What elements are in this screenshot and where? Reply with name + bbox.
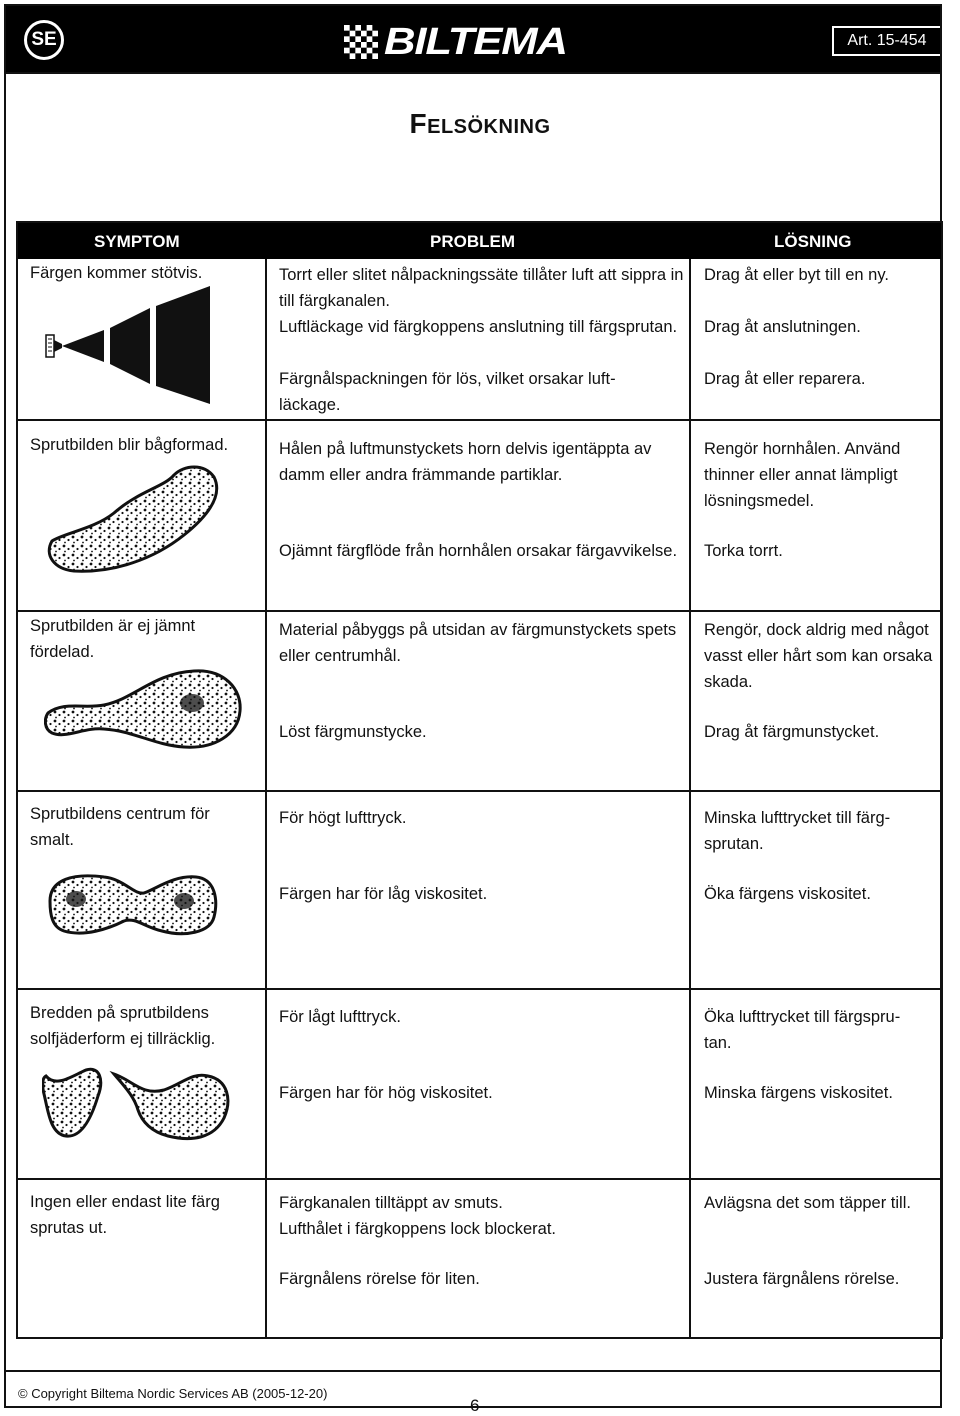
problem-text: För lågt lufttryck. (279, 1008, 401, 1026)
row-divider (18, 1178, 941, 1180)
solution-text: Justera färgnålens rörelse. (704, 1270, 900, 1288)
problem-text: Luftläckage vid färgkoppens anslutning till färgsprutan. (279, 318, 678, 336)
solution-text: Drag åt eller reparera. (704, 370, 866, 388)
symptom-text: Färgen kommer stötvis. (30, 264, 203, 282)
solution-text: Öka lufttrycket till färgspru-tan. (704, 1008, 901, 1052)
troubleshooting-table (16, 221, 943, 1339)
footer-divider (4, 1370, 942, 1372)
symptom-text: Sprutbilden blir bågformad. (30, 436, 229, 454)
page-title: Felsökning (409, 108, 551, 139)
problem-text: Färgnålspackningen för lös, vilket orsakar luft-läckage. (279, 370, 616, 414)
row-divider (18, 610, 941, 612)
problem-text: Löst färgmunstycke. (279, 723, 427, 741)
problem-text: Hålen på luftmunstyckets horn delvis igentäppta av damm eller andra främmande partiklar. (279, 440, 652, 484)
row-divider (18, 419, 941, 421)
solution-text: Torka torrt. (704, 542, 783, 560)
solution-text: Rengör, dock aldrig med något vasst eller hårt som kan orsaka skada. (704, 621, 933, 691)
solution-text: Rengör hornhålen. Använd thinner eller annat lämpligt lösningsmedel. (704, 440, 901, 510)
page-number: 6 (470, 1396, 480, 1415)
solution-text: Avlägsna det som täpper till. (704, 1194, 911, 1212)
symptom-text: Bredden på sprutbildens solfjäderform ej tillräcklig. (30, 1004, 216, 1048)
symptom-text: Ingen eller endast lite färg sprutas ut. (30, 1193, 220, 1237)
problem-text: Färgen har för låg viskositet. (279, 885, 488, 903)
problem-text: Lufthålet i färgkoppens lock blockerat. (279, 1220, 556, 1238)
copyright-notice: © Copyright Biltema Nordic Services AB (2005-12-20) (18, 1386, 328, 1401)
symptom-text: Sprutbilden är ej jämnt fördelad. (30, 617, 196, 661)
problem-text: Färgen har för hög viskositet. (279, 1084, 493, 1102)
spray-fan-icon (44, 286, 220, 404)
article-number: Art. 15-454 (832, 26, 942, 56)
language-badge: SE (24, 20, 64, 60)
brand-name: BILTEMA (384, 20, 567, 63)
solution-text: Minska färgens viskositet. (704, 1084, 893, 1102)
solution-text: Öka färgens viskositet. (704, 885, 871, 903)
column-header-losning: LÖSNING (774, 232, 852, 251)
narrow-center-spray-pattern-icon (44, 871, 220, 941)
solution-text: Minska lufttrycket till färg-sprutan. (704, 809, 891, 853)
table-header (18, 223, 941, 259)
column-header-symptom: SYMPTOM (94, 232, 180, 251)
problem-text: Material påbyggs på utsidan av färgmunstyckets spets eller centrumhål. (279, 621, 677, 665)
solution-text: Drag åt anslutningen. (704, 318, 861, 336)
problem-text: Ojämnt färgflöde från hornhålen orsakar färgavvikelse. (279, 542, 678, 560)
problem-text: Färgkanalen tilltäppt av smuts. (279, 1194, 503, 1212)
problem-text: Färgnålens rörelse för liten. (279, 1270, 480, 1288)
problem-text: För högt lufttryck. (279, 809, 407, 827)
solution-text: Drag åt färgmunstycket. (704, 723, 880, 741)
curved-spray-pattern-icon (44, 463, 224, 583)
problem-text: Torrt eller slitet nålpackningssäte tillåter luft att sippra in till färgkanalen. (279, 266, 684, 310)
narrow-fan-spray-pattern-icon (42, 1066, 232, 1144)
uneven-spray-pattern-icon (44, 665, 244, 751)
column-header-problem: PROBLEM (430, 232, 515, 251)
symptom-text: Sprutbildens centrum för smalt. (30, 805, 210, 849)
row-divider (18, 790, 941, 792)
row-divider (18, 988, 941, 990)
solution-text: Drag åt eller byt till en ny. (704, 266, 889, 284)
